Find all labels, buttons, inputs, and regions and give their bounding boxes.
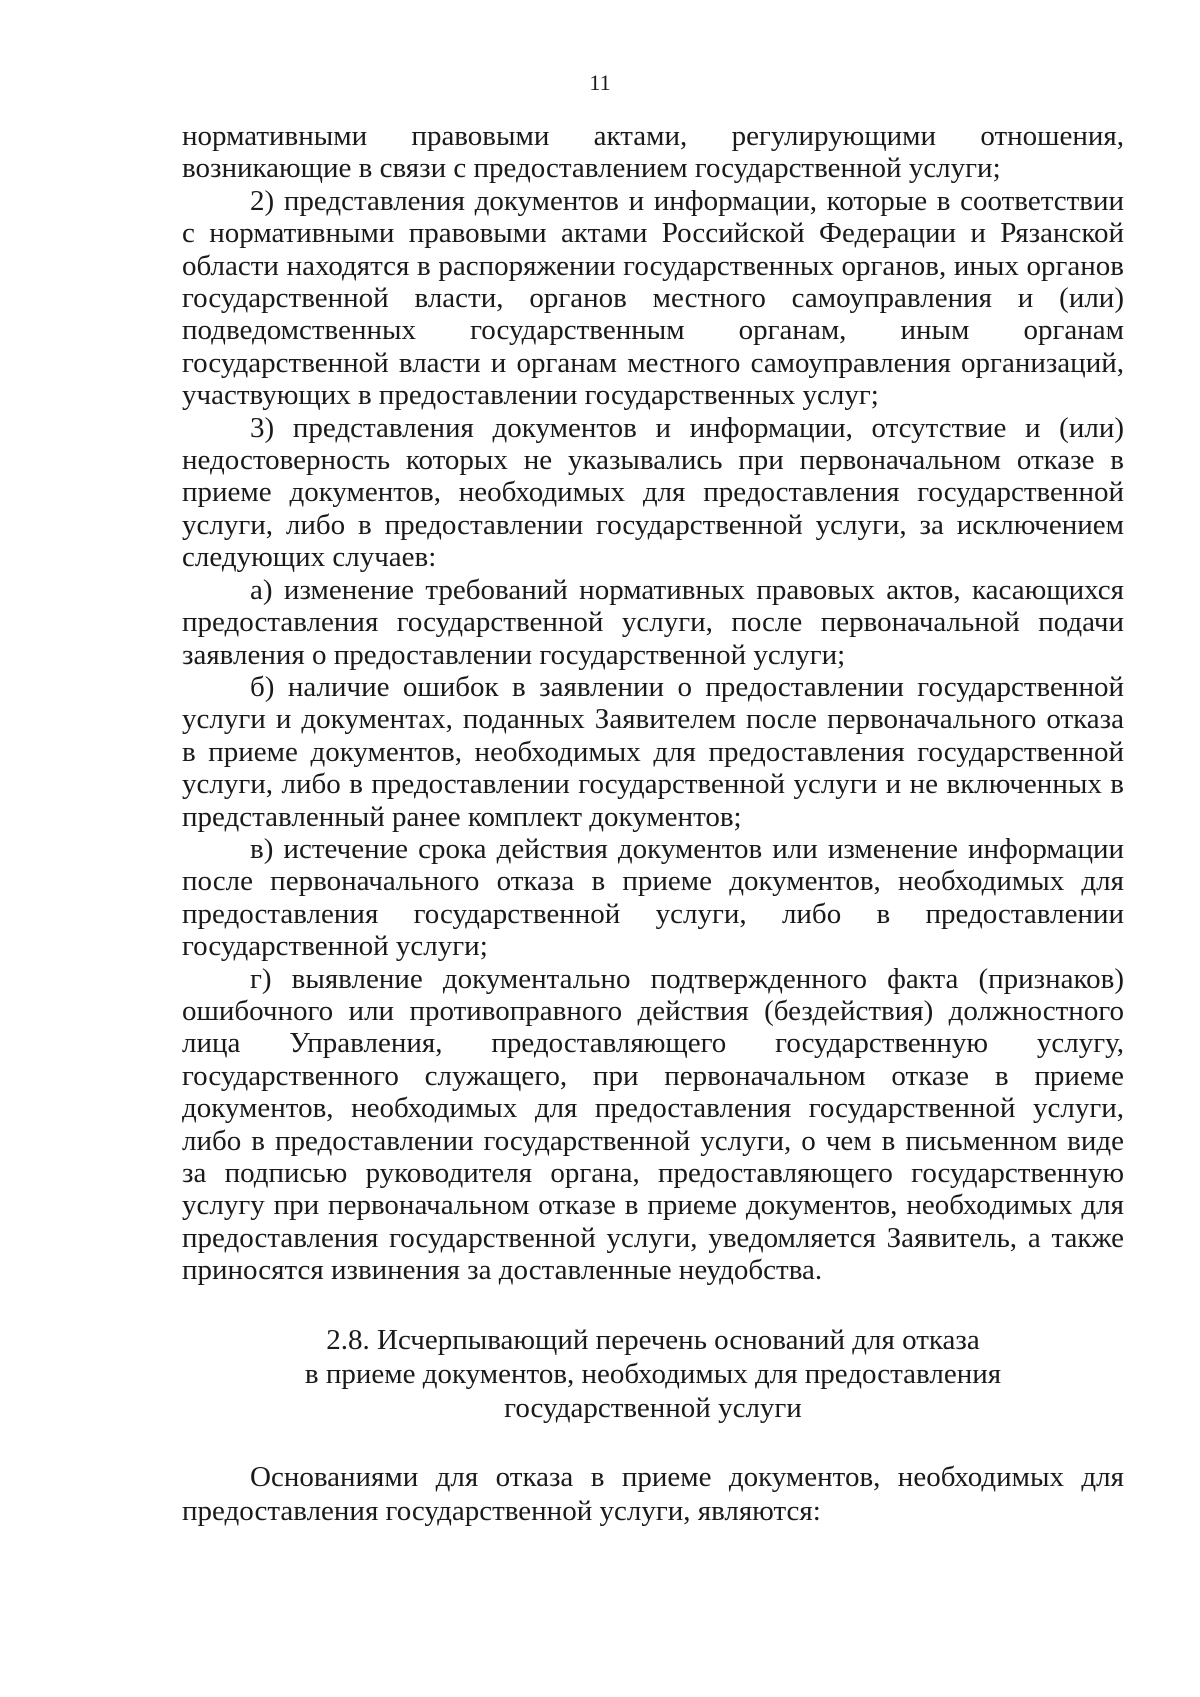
paragraph-subitem-g: г) выявление документально подтвержденного факта (признаков) ошибочного или противоправного действия (бездействия) должностного лица Управления, предоставляющего государственную услугу, государственного служащего, при первоначальном отказе в приеме документов, необходимых для предоставления государственной услуги, либо в предоставлении государственной услуги, о чем в письменном виде за подписью руководителя органа, предоставляющего государственную услугу при первоначальном отказе в приеме документов, необходимых для предоставления государственной услуги, уведомляется Заявитель, а также приносятся извинения за доставленные неудобства. bbox=[182, 962, 1124, 1287]
section-heading-line-1: 2.8. Исчерпывающий перечень оснований для отказа bbox=[326, 1324, 980, 1356]
section-heading-line-2: в приеме документов, необходимых для предоставления bbox=[304, 1358, 1002, 1390]
paragraph-subitem-v: в) истечение срока действия документов или изменение информации после первоначального отказа в приеме документов, необходимых для предоставления государственной услуги, либо в предоставлении государственной услуги; bbox=[182, 832, 1124, 963]
closing-text bbox=[182, 1460, 1124, 1528]
paragraph-subitem-b: б) наличие ошибок в заявлении о предоставлении государственной услуги и документах, поданных Заявителем после первоначального отказа в приеме документов, необходимых для предоставления государственной услуги, либо в предоставлении государственной услуги и не включенных в представленный ранее комплект документов; bbox=[182, 670, 1124, 833]
closing-paragraph: Основаниями для отказа в приеме документов, необходимых для предоставления государственной услуги, являются: bbox=[182, 1461, 1124, 1527]
paragraph-item-2: 2) представления документов и информации, которые в соответствии с нормативными правовыми актами Российской Федерации и Рязанской области находятся в распоряжении государственных органов, иных органов государственной власти, органов местного самоуправления и (или) подведомственных государственным органам, иным органам государственной власти и органам местного самоуправления организаций, участвующих в предоставлении государственных услуг; bbox=[182, 184, 1124, 412]
paragraph-subitem-a: а) изменение требований нормативных правовых актов, касающихся предоставления государственной услуги, после первоначальной подачи заявления о предоставлении государственной услуги; bbox=[182, 573, 1124, 671]
section-heading-line-3: государственной услуги bbox=[504, 1392, 802, 1424]
paragraph-item-3: 3) представления документов и информации, отсутствие и (или) недостоверность которых не указывались при первоначальном отказе в приеме документов, необходимых для предоставления государственной услуги, либо в предоставлении государственной услуги, за исключением следующих случаев: bbox=[182, 411, 1124, 574]
section-heading bbox=[182, 1323, 1124, 1425]
paragraph-continuation: нормативными правовыми актами, регулирующими отношения, возникающие в связи с предоставлением государственной услуги; bbox=[182, 120, 1124, 185]
page-number: 11 bbox=[589, 70, 611, 95]
body-text bbox=[182, 120, 1124, 1287]
